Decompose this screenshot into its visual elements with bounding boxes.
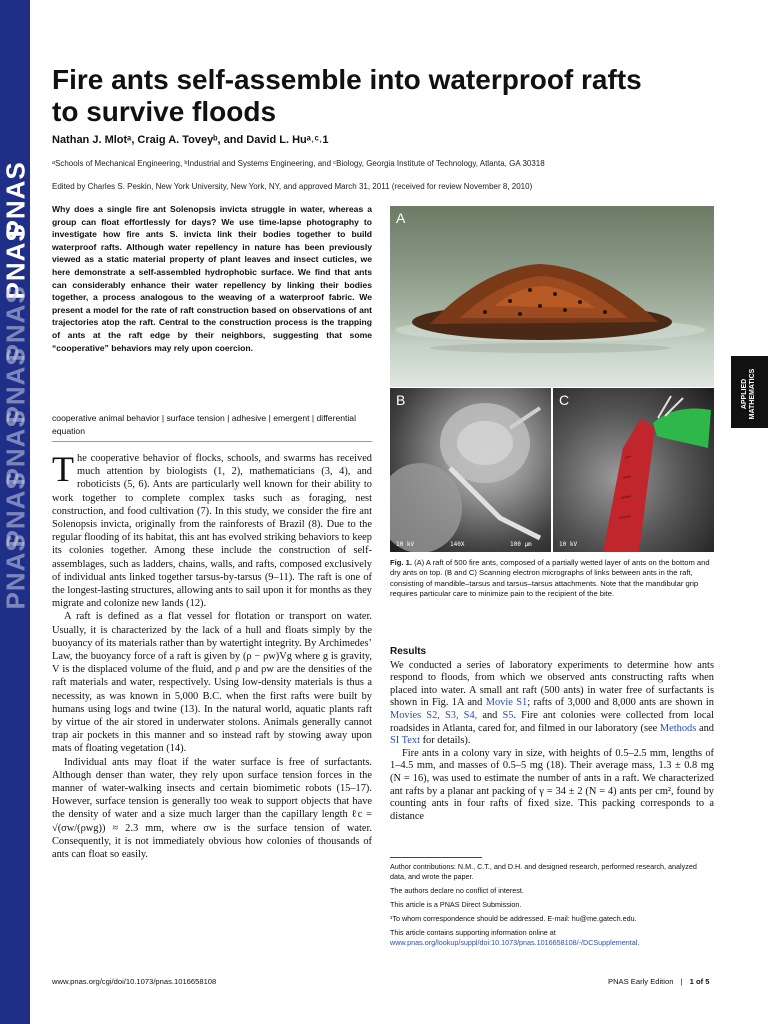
page-footer	[608, 977, 710, 986]
movie-link[interactable]: S5	[502, 709, 514, 721]
doi-footer: www.pnas.org/cgi/doi/10.1073/pnas.1016658108	[52, 977, 217, 986]
page-number: 1 of 5	[689, 977, 710, 986]
figure-1	[390, 206, 714, 552]
movie-link[interactable]: Movies S2, S3, S4,	[390, 709, 478, 721]
drop-cap: T	[52, 449, 74, 489]
pnas-watermark	[0, 0, 30, 1024]
footnote: The authors declare no conflict of interest.	[390, 886, 524, 895]
ant-raft-photo	[390, 206, 714, 387]
ant-raft-illustration	[390, 206, 714, 387]
intro-text	[52, 449, 372, 861]
abstract: Why does a single fire ant Solenopsis invicta struggle in water, whereas a group can float effortlessly for days? We use time-lapse photography to investigate how fire ants S. invicta link their bodies together to build waterproof rafts. Although water repellency in nature has been previously viewed as a static material property of plant leaves and insect cuticles, we here demonstrate a self-assembled hydrophobic surface. We find that ants can considerably enhance their water repellency by linking their bodies together, a process analogous to the weaving of a waterproof fabric. We present a model for the rate of raft construction based on observations of ant trajectories atop the raft. Central to the construction process is the trapping of ants at the raft edge by their neighbors, suggesting that some “cooperative” behaviors may rely upon coercion.	[52, 204, 372, 353]
section-tab-label: APPLIED MATHEMATICS	[741, 368, 756, 420]
section-heading: Results	[390, 646, 427, 657]
sem-voltage: 10 kV	[396, 541, 415, 548]
text-run: We conducted a series of laboratory experiments to determine how ants respond to floods, from which we observed ants constructing rafts when placed into water. A small ant raft (500 ants) in water free of surfactants is shown in Fig. 1A and	[390, 659, 714, 709]
text-run: ; rafts of 3,000 and 8,000 ants are shown in	[527, 697, 714, 709]
intro-paragraph	[52, 449, 372, 610]
results-paragraph: Fire ants in a colony vary in size, with heights of 0.5–2.5 mm, lengths of 1–4.5 mm, and masses of 0.5–5 mg (18). Their average mass, 1.3 ± 0.8 mg (N = 16), was used to estimate the number of ants in a raft. We characterized ant rafts by a planar ant packing of γ = 34 ± 2 (N = 4) ants per cm², found by counting ants in four rafts of fixed size. This packing corresponds to a distance	[390, 747, 714, 822]
paper-title: Fire ants self-assemble into waterproof rafts to survive floods	[52, 64, 642, 127]
divider	[52, 441, 372, 442]
footnotes	[390, 862, 714, 952]
section-tab	[731, 356, 768, 428]
footnote	[390, 928, 714, 948]
footnote: This article is a PNAS Direct Submission.	[390, 900, 522, 909]
journal-side-band	[0, 0, 30, 1024]
ant-sem-illustration	[390, 388, 551, 552]
panel-label: C	[559, 392, 570, 408]
watermark-text: PNAS	[0, 533, 30, 610]
results-paragraph	[390, 660, 714, 748]
text-run: . Fire ant colonies were collected from local roadsides in Atlanta, cared for, and filmed in our laboratory (see	[390, 709, 714, 734]
watermark-text: PNAS	[0, 471, 30, 548]
watermark-text: PNAS	[0, 347, 30, 424]
sem-micrograph-b	[390, 388, 551, 552]
text-run: This article contains supporting information online at	[390, 928, 556, 937]
tarsus-sem-illustration	[553, 388, 714, 552]
keywords: cooperative animal behavior | surface tension | adhesive | emergent | differential equation	[52, 413, 356, 436]
figure-caption	[390, 558, 714, 600]
movie-link[interactable]: Movie S1	[485, 697, 528, 709]
results-section	[390, 646, 714, 823]
watermark-text: PNAS	[0, 223, 30, 300]
journal-edition: PNAS Early Edition	[608, 977, 674, 986]
footnote: ¹To whom correspondence should be addressed. E-mail: hu@me.gatech.edu.	[390, 914, 637, 923]
si-link[interactable]: SI Text	[390, 735, 420, 747]
text-run: and	[477, 709, 503, 721]
watermark-text: PNAS	[0, 409, 30, 486]
sem-micrograph-c	[553, 388, 714, 552]
text-run: .	[637, 938, 640, 947]
watermark-text: PNAS	[0, 285, 30, 362]
sem-scale-bar: 100 µm	[510, 541, 532, 548]
panel-label: B	[396, 392, 406, 408]
sem-magnification: 140X	[450, 541, 465, 548]
author-list: Nathan J. Mlotᵃ, Craig A. Toveyᵇ, and David L. Huᵃ˒ᶜ˒1	[52, 134, 329, 146]
intro-paragraph: Individual ants may float if the water surface is free of surfactants. Although denser than water, they rely upon surface tension forces in the manner of water-walking insects and certain biomimetic robots (15–17). However, surface tension is generally too weak to support objects that have the density of water and a size much larger than the capillary length ℓc = √(σw/(ρwg)) ≈ 2.3 mm, where σw is the surface tension of water. Consequently, it is not immediately obvious how colonies of thousands of ants can float so easily.	[52, 756, 372, 861]
affiliations: ᵃSchools of Mechanical Engineering, ᵇIndustrial and Systems Engineering, and ᶜBiology, Georgia Institute of Technology, Atlanta, GA 30318	[52, 159, 545, 168]
editor-line: Edited by Charles S. Peskin, New York University, New York, NY, and approved March 31, 2011 (received for review November 8, 2010)	[52, 182, 533, 191]
caption-label: Fig. 1.	[390, 558, 412, 567]
methods-link[interactable]: Methods	[659, 722, 697, 734]
watermark-text: PNAS	[0, 161, 30, 238]
caption-text: (A) A raft of 500 fire ants, composed of a partially wetted layer of ants on the bottom and dry ants on top. (B and C) Scanning electron micrographs of links between ants in the raft, consisting of mandible–tarsus and tarsus–tarsus attachments. Note that the mandibular grip requires particular care to minimize pain to the recipient of the bite.	[390, 558, 710, 599]
footnote-divider	[390, 857, 482, 858]
footer-separator: |	[680, 977, 683, 986]
panel-label: A	[396, 210, 406, 226]
intro-paragraph: A raft is defined as a flat vessel for flotation or transport on water. Usually, it is characterized by the lack of a hull and floats simply by the buoyancy of its materials rather than by watertight integrity. By Archimedes’ Law, the buoyancy force of a raft is given by (ρ − ρw)Vg where g is gravity, V is the displaced volume of the fluid, and ρ and ρw are the densities of the raft materials and water, respectively. Using low-density materials is thus a necessity, as was known in 5,000 B.C. when the first rafts were built by humans using logs and twine (13). In the natural world, aquatic plants raft by virtue of the air stored in underwater stolons. Animals generally cannot trap air pockets in this manner and so instead raft by stowing away upon mats of floating vegetation (14).	[52, 611, 372, 755]
supplement-link[interactable]: www.pnas.org/lookup/suppl/doi:10.1073/pnas.1016658108/-/DCSupplemental	[390, 938, 638, 947]
text-run: for details).	[419, 735, 471, 747]
paragraph-text: he cooperative behavior of flocks, schools, and swarms has received much attention by biologists (1, 2), mathematicians (3, 4), and roboticists (5, 6). Ants are particularly well known for their ability to work together to complete complex tasks such as foraging, nest construction, and food cultivation (7). In this study, we consider the fire ant Solenopsis invicta, originally from the rainforests of Brazil (8). Due to the regular flooding of its habitat, this ant has evolved striking behaviors to keep its colonies together. Among these include the construction of self-assemblages, such as ladders, chains, walls, and rafts, composed exclusively of individual ants linked together tarsus-by-tarsus (9–11). The raft is one of the longest-lasting structures, allowing ants to sail upon it for months as they migrate and colonize new lands (12).	[52, 453, 372, 610]
sem-voltage: 10 kV	[559, 541, 578, 548]
text-run: and	[696, 722, 714, 734]
footnote: Author contributions: N.M., C.T., and D.H. and designed research, performed research, analyzed data, and wrote the paper.	[390, 862, 697, 881]
